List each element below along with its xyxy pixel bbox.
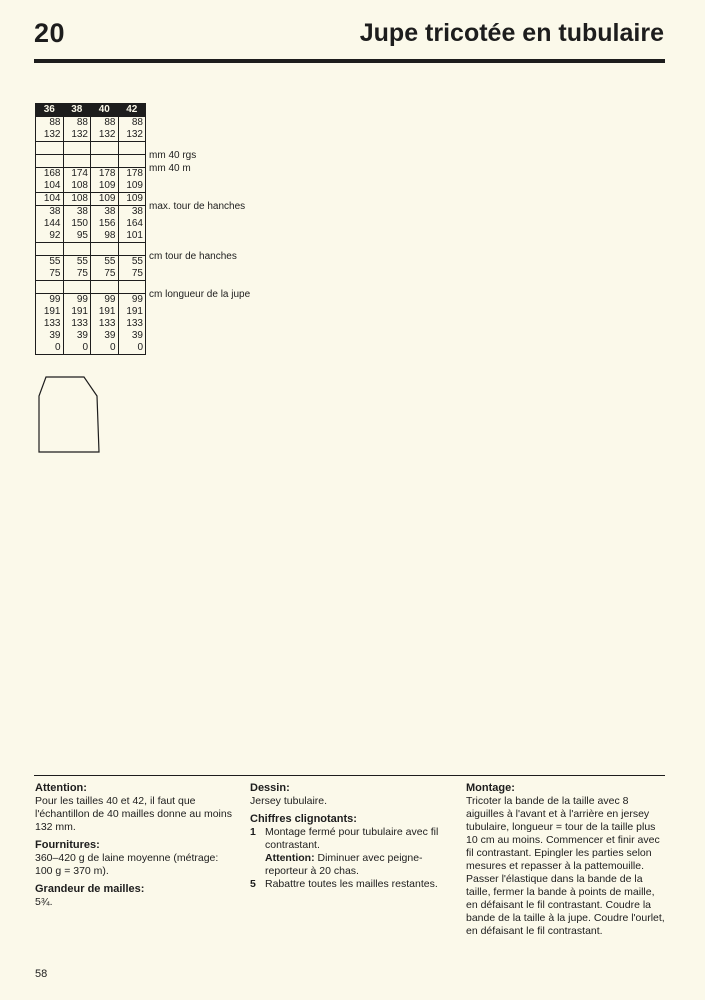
row-label: cm longueur de la jupe <box>149 289 251 300</box>
cell-value: 156 <box>98 218 116 229</box>
size-table-cell <box>91 155 119 168</box>
step-item <box>250 826 455 878</box>
size-table-cell <box>91 193 119 206</box>
cell-value: 38 <box>76 206 88 217</box>
row-label: max. tour de hanches <box>149 201 246 212</box>
size-table-cell <box>36 155 64 168</box>
cell-value: 75 <box>76 268 88 279</box>
cell-value: 191 <box>43 306 61 317</box>
cell-value <box>91 243 116 255</box>
montage-text: Tricoter la bande de la taille avec 8 aiguilles à l'avant et à l'arrière en jersey tubulaire, longueur = tour de la taille plus 10 cm au moins. Commencer et finir avec fil contrastant. Epingler les parties selon mesures et repasser à la pattemouille. Passer l'élastique dans la bande de la taille, fermer la bande à points de maille, en défaisant le fil contrastant. Coudre la bande de la taille à la jupe. Coudre l'ourlet, en défaisant le fil contrastant. <box>466 795 665 937</box>
size-table-cell <box>36 206 64 243</box>
step-number: 5 <box>250 878 256 890</box>
cell-value: 39 <box>104 330 116 341</box>
footer-page-number: 58 <box>35 968 48 980</box>
step-attention-text: Diminuer avec peigne-reporteur à 20 chas. <box>265 852 423 877</box>
cell-value: 144 <box>43 218 61 229</box>
cell-value <box>91 155 116 167</box>
cell-value: 88 <box>104 117 116 128</box>
cell-value: 191 <box>98 306 116 317</box>
cell-value: 88 <box>76 117 88 128</box>
size-table-cell <box>63 168 91 193</box>
cell-value: 191 <box>126 306 143 317</box>
size-table-cell <box>36 256 64 281</box>
size-table-cell <box>91 256 119 281</box>
dessin-heading: Dessin: <box>250 782 290 794</box>
cell-value: 99 <box>76 294 88 305</box>
cell-value: 0 <box>137 342 143 353</box>
cell-value: 99 <box>104 294 116 305</box>
cell-value: 55 <box>76 256 88 267</box>
size-table <box>35 103 146 355</box>
cell-value: 178 <box>98 168 116 179</box>
size-table-cell <box>118 168 146 193</box>
size-table-cell <box>91 206 119 243</box>
cell-value: 88 <box>49 117 61 128</box>
info-column-middle <box>250 782 455 891</box>
size-table-cell <box>63 206 91 243</box>
size-table-cell <box>63 142 91 155</box>
size-table-row <box>36 206 146 243</box>
cell-value: 191 <box>71 306 88 317</box>
cell-value: 109 <box>98 180 116 191</box>
cell-value: 99 <box>49 294 61 305</box>
cell-value <box>119 142 144 154</box>
attention-text: Pour les tailles 40 et 42, il faut que l'échantillon de 40 mailles donne au moins 132 mm. <box>35 795 232 833</box>
size-table-row <box>36 294 146 355</box>
size-table-cell <box>36 281 64 294</box>
row-label: mm 40 m <box>149 163 191 174</box>
size-table-row <box>36 256 146 281</box>
cell-value: 55 <box>131 256 143 267</box>
cell-value: 0 <box>109 342 116 353</box>
size-table-row <box>36 117 146 142</box>
size-header: 42 <box>118 104 146 117</box>
cell-value: 104 <box>43 193 61 204</box>
cell-value: 38 <box>131 206 143 217</box>
cell-value <box>119 155 144 167</box>
cell-value: 75 <box>49 268 61 279</box>
cell-value: 39 <box>49 330 61 341</box>
chiffres-heading: Chiffres clignotants: <box>250 813 357 825</box>
page-title: Jupe tricotée en tubulaire <box>359 19 664 47</box>
fournitures-heading: Fournitures: <box>35 839 100 851</box>
cell-value <box>91 142 116 154</box>
size-table-cell <box>118 256 146 281</box>
cell-value: 132 <box>43 129 61 140</box>
cell-value: 178 <box>126 168 143 179</box>
cell-value: 133 <box>71 318 88 329</box>
size-table-row <box>36 142 146 155</box>
cell-value <box>64 281 89 293</box>
page-number: 20 <box>34 18 66 48</box>
cell-value <box>36 243 61 255</box>
size-table-cell <box>91 281 119 294</box>
info-column-left <box>35 782 235 909</box>
cell-value: 38 <box>49 206 61 217</box>
attention-heading: Attention: <box>35 782 87 794</box>
size-table-row <box>36 193 146 206</box>
step-text: Rabattre toutes les mailles restantes. <box>265 878 438 890</box>
cell-value: 132 <box>71 129 88 140</box>
cell-value: 164 <box>126 218 143 229</box>
cell-value: 0 <box>54 342 61 353</box>
size-table-cell <box>36 193 64 206</box>
size-table-cell <box>63 155 91 168</box>
cell-value: 174 <box>71 168 88 179</box>
size-header: 36 <box>36 104 64 117</box>
size-table-cell <box>63 117 91 142</box>
size-table-cell <box>118 243 146 256</box>
cell-value: 92 <box>49 230 61 241</box>
cell-value: 108 <box>71 180 88 191</box>
cell-value: 133 <box>98 318 116 329</box>
size-table-cell <box>91 243 119 256</box>
cell-value: 132 <box>126 129 143 140</box>
size-table-cell <box>118 193 146 206</box>
cell-value: 75 <box>131 268 143 279</box>
cell-value: 38 <box>104 206 116 217</box>
skirt-outline-diagram <box>36 375 102 455</box>
cell-value <box>64 155 89 167</box>
size-table-cell <box>36 294 64 355</box>
step-attention-label: Attention: <box>265 852 315 864</box>
size-table-cell <box>91 168 119 193</box>
step-text: Montage fermé pour tubulaire avec fil contrastant. <box>265 826 439 851</box>
cell-value: 101 <box>126 230 143 241</box>
bottom-rule <box>34 775 665 776</box>
cell-value <box>119 243 144 255</box>
chiffres-steps <box>250 826 455 891</box>
size-table-cell <box>63 243 91 256</box>
montage-heading: Montage: <box>466 782 515 794</box>
cell-value: 104 <box>43 180 61 191</box>
size-header: 40 <box>91 104 119 117</box>
size-table-cell <box>36 117 64 142</box>
size-table-cell <box>91 294 119 355</box>
size-table-cell <box>118 294 146 355</box>
size-header: 38 <box>63 104 91 117</box>
size-table-cell <box>36 168 64 193</box>
header-rule <box>34 59 665 63</box>
size-table-cell <box>118 206 146 243</box>
cell-value <box>91 281 116 293</box>
grandeur-text: 5¾. <box>35 896 53 908</box>
cell-value: 168 <box>43 168 61 179</box>
cell-value <box>64 142 89 154</box>
info-column-right <box>466 782 666 938</box>
cell-value: 0 <box>82 342 88 353</box>
size-table-cell <box>118 155 146 168</box>
cell-value: 133 <box>43 318 61 329</box>
cell-value <box>36 142 61 154</box>
cell-value <box>64 243 89 255</box>
size-table-cell <box>63 281 91 294</box>
cell-value: 39 <box>131 330 143 341</box>
cell-value: 55 <box>104 256 116 267</box>
cell-value: 150 <box>71 218 88 229</box>
cell-value <box>36 281 61 293</box>
size-table-row <box>36 155 146 168</box>
cell-value: 55 <box>49 256 61 267</box>
cell-value: 75 <box>104 268 116 279</box>
size-header-row <box>36 104 146 117</box>
size-table-cell <box>63 294 91 355</box>
cell-value: 109 <box>126 180 143 191</box>
size-table-body <box>36 117 146 355</box>
size-table-cell <box>118 142 146 155</box>
size-table-cell <box>118 281 146 294</box>
cell-value: 88 <box>131 117 143 128</box>
size-table-cell <box>36 243 64 256</box>
grandeur-heading: Grandeur de mailles: <box>35 883 145 895</box>
size-table-row <box>36 243 146 256</box>
row-label: mm 40 rgs <box>149 150 197 161</box>
cell-value: 133 <box>126 318 143 329</box>
dessin-text: Jersey tubulaire. <box>250 795 328 807</box>
size-table-cell <box>91 142 119 155</box>
size-table-row <box>36 168 146 193</box>
size-table-cell <box>63 256 91 281</box>
fournitures-text: 360–420 g de laine moyenne (métrage: 100 g = 370 m). <box>35 852 219 877</box>
step-number: 1 <box>250 826 256 838</box>
size-table-cell <box>63 193 91 206</box>
cell-value <box>119 281 144 293</box>
step-item <box>250 878 455 891</box>
cell-value: 99 <box>131 294 143 305</box>
cell-value: 95 <box>76 230 88 241</box>
cell-value: 39 <box>76 330 88 341</box>
size-table-cell <box>36 142 64 155</box>
cell-value <box>36 155 61 167</box>
size-table-cell <box>91 117 119 142</box>
cell-value: 109 <box>98 193 116 204</box>
size-table-cell <box>118 117 146 142</box>
cell-value: 98 <box>104 230 116 241</box>
cell-value: 109 <box>126 193 143 204</box>
size-table-row <box>36 281 146 294</box>
cell-value: 108 <box>71 193 88 204</box>
row-label: cm tour de hanches <box>149 251 237 262</box>
cell-value: 132 <box>98 129 116 140</box>
